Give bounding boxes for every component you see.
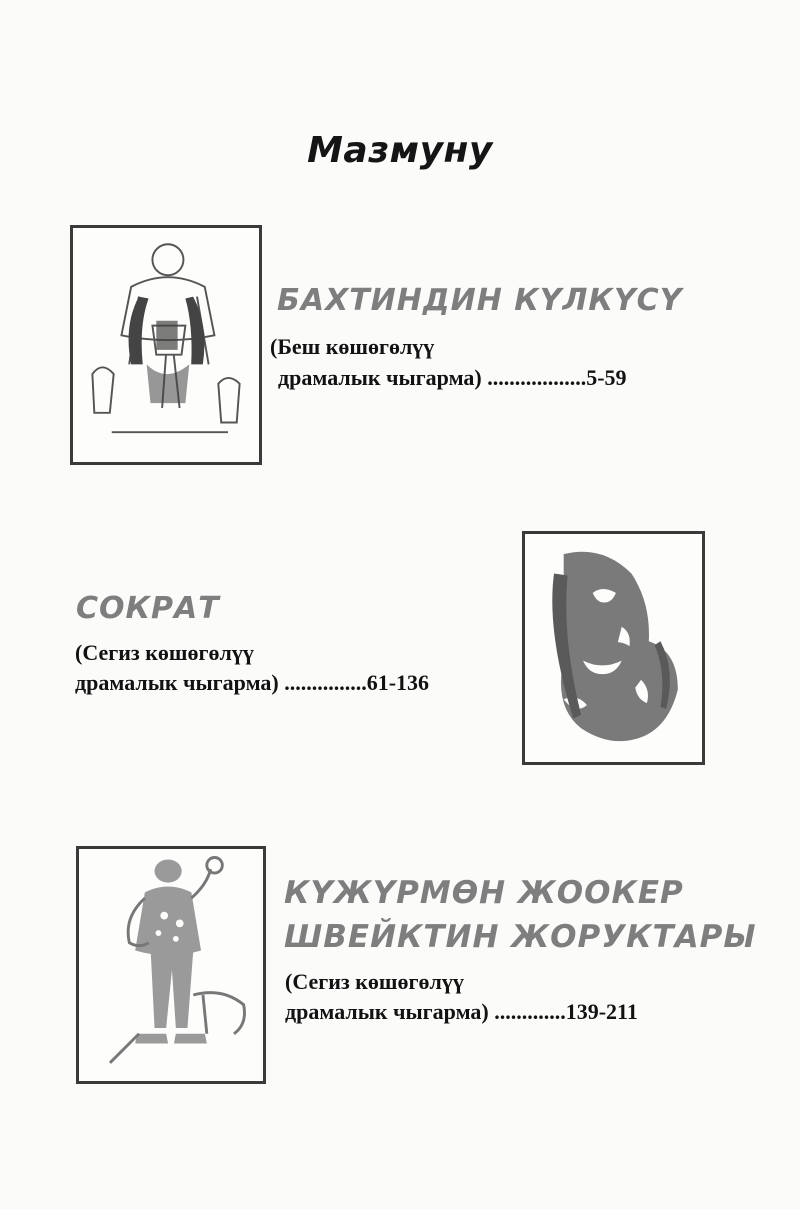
entry-1-subtitle: (Беш көшөгөлүү (270, 334, 435, 359)
soldier-svejk-drawing (79, 849, 263, 1081)
entry-2-title: СОКРАТ (76, 591, 220, 626)
illustration-frame-1 (70, 225, 262, 465)
socrates-portrait-drawing (525, 534, 702, 762)
entry-2-genre-pages: драмалык чыгарма) ...............61-136 (75, 670, 430, 695)
entry-2-subtitle: (Сегиз көшөгөлүү (75, 640, 254, 665)
illustration-frame-2 (522, 531, 705, 765)
illustration-frame-3 (76, 846, 266, 1084)
entry-3-title-line-1: КҮЖҮРМӨН ЖООКЕР (284, 875, 684, 911)
entry-1-title: БАХТИНДИН КҮЛКҮСҮ (277, 283, 683, 318)
page-title: Мазмуну (307, 130, 493, 171)
entry-1-genre-pages: драмалык чыгарма) ..................5-59 (278, 365, 627, 390)
figure-with-children-drawing (73, 228, 259, 462)
entry-3-genre-pages: драмалык чыгарма) .............139-211 (285, 999, 638, 1024)
entry-3-subtitle: (Сегиз көшөгөлүү (285, 969, 464, 994)
entry-3-title-line-2: ШВЕЙКТИН ЖОРУКТАРЫ (284, 919, 757, 955)
